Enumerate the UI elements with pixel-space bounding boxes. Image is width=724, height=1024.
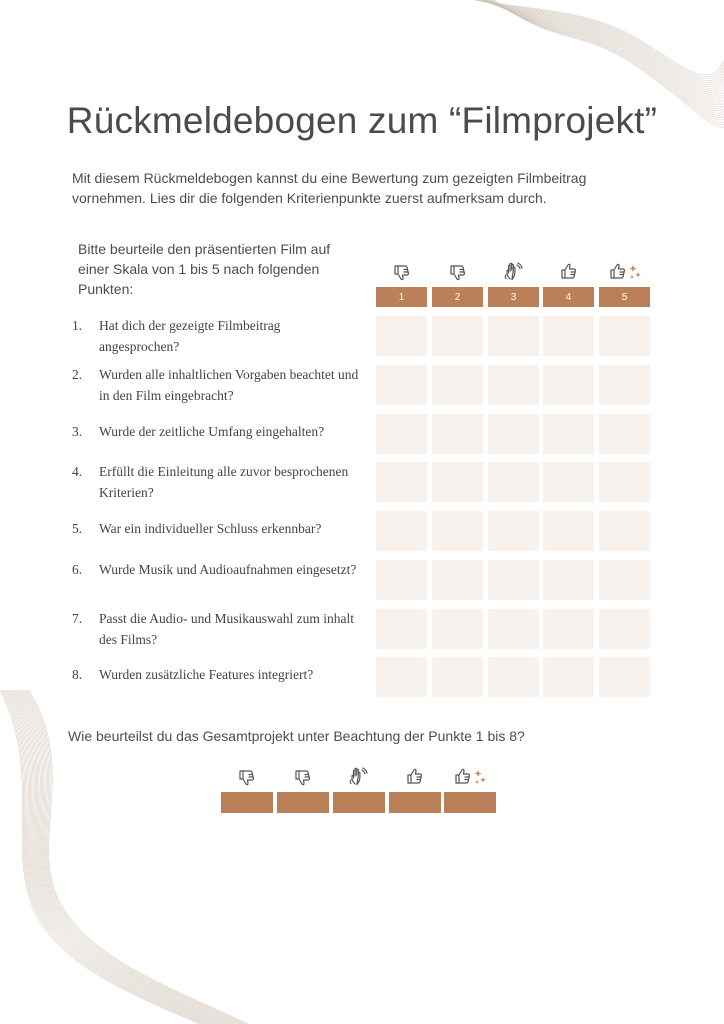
rating-cell-q3-2[interactable] bbox=[432, 414, 483, 454]
overall-rating-box-5[interactable] bbox=[444, 792, 496, 813]
question-text: Wurde der zeitliche Umfang eingehalten? bbox=[99, 424, 325, 439]
question-number: 4. bbox=[72, 464, 83, 479]
scale-header-3: 3 bbox=[488, 287, 539, 307]
overall-rating-box-4[interactable] bbox=[389, 792, 441, 813]
question-number: 1. bbox=[72, 318, 83, 333]
rating-cell-q8-4[interactable] bbox=[543, 657, 594, 697]
rating-cell-q4-1[interactable] bbox=[376, 462, 427, 502]
thumbs-up-icon bbox=[549, 259, 589, 285]
intro-text: Mit diesem Rückmeldebogen kannst du eine Bewertung zum gezeigten Filmbeitrag vornehmen. Lies dir die folgenden Kriterienpunkte zuerst aufmerksam durch. bbox=[72, 170, 587, 206]
waving-hand-icon bbox=[339, 764, 379, 790]
rating-cell-q3-4[interactable] bbox=[543, 414, 594, 454]
scale-header-5: 5 bbox=[599, 287, 650, 307]
scale-header-2: 2 bbox=[432, 287, 483, 307]
question-text: War ein individueller Schluss erkennbar? bbox=[99, 521, 322, 536]
rating-cell-q4-4[interactable] bbox=[543, 462, 594, 502]
rating-cell-q6-4[interactable] bbox=[543, 560, 594, 600]
rating-cell-q8-2[interactable] bbox=[432, 657, 483, 697]
rating-cell-q5-5[interactable] bbox=[599, 511, 650, 551]
overall-rating-box-1[interactable] bbox=[221, 792, 273, 813]
rating-cell-q6-5[interactable] bbox=[599, 560, 650, 600]
rating-cell-q3-3[interactable] bbox=[488, 414, 539, 454]
question-text: Passt die Audio- und Musikauswahl zum inhalt des Films? bbox=[99, 611, 354, 647]
rating-cell-q4-2[interactable] bbox=[432, 462, 483, 502]
rating-cell-q1-5[interactable] bbox=[599, 316, 650, 356]
page-title: Rückmeldebogen zum “Filmprojekt” bbox=[66, 100, 658, 141]
rating-cell-q7-2[interactable] bbox=[432, 609, 483, 649]
question-text: Wurden zusätzliche Features integriert? bbox=[99, 667, 314, 682]
rating-cell-q2-1[interactable] bbox=[376, 365, 427, 405]
thumbs-down-icon bbox=[227, 764, 267, 790]
rating-cell-q6-3[interactable] bbox=[488, 560, 539, 600]
overall-rating-box-2[interactable] bbox=[277, 792, 329, 813]
question-number: 5. bbox=[72, 521, 83, 536]
question-item bbox=[72, 665, 362, 707]
rating-cell-q2-3[interactable] bbox=[488, 365, 539, 405]
question-number: 2. bbox=[72, 367, 83, 382]
question-item bbox=[72, 519, 362, 561]
rating-cell-q3-1[interactable] bbox=[376, 414, 427, 454]
rating-cell-q2-5[interactable] bbox=[599, 365, 650, 405]
rating-cell-q6-1[interactable] bbox=[376, 560, 427, 600]
question-item bbox=[72, 609, 362, 651]
overall-question: Wie beurteilst du das Gesamtprojekt unter Beachtung der Punkte 1 bis 8? bbox=[68, 728, 525, 744]
question-item bbox=[72, 316, 362, 358]
thumbs-up-sparkle-icon bbox=[603, 259, 647, 285]
rating-cell-q8-3[interactable] bbox=[488, 657, 539, 697]
question-number: 8. bbox=[72, 667, 83, 682]
rating-cell-q5-2[interactable] bbox=[432, 511, 483, 551]
rating-cell-q7-1[interactable] bbox=[376, 609, 427, 649]
rating-cell-q4-5[interactable] bbox=[599, 462, 650, 502]
thumbs-up-icon bbox=[395, 764, 435, 790]
question-number: 6. bbox=[72, 562, 83, 577]
rating-cell-q1-1[interactable] bbox=[376, 316, 427, 356]
question-text: Wurden alle inhaltlichen Vorgaben beachtet und in den Film eingebracht? bbox=[99, 367, 359, 403]
rating-cell-q1-4[interactable] bbox=[543, 316, 594, 356]
scale-header-1: 1 bbox=[376, 287, 427, 307]
rating-cell-q1-2[interactable] bbox=[432, 316, 483, 356]
rating-cell-q7-5[interactable] bbox=[599, 609, 650, 649]
rating-cell-q7-3[interactable] bbox=[488, 609, 539, 649]
question-text: Erfüllt die Einleitung alle zuvor besprochenen Kriterien? bbox=[99, 464, 349, 500]
waving-hand-icon bbox=[494, 259, 534, 285]
question-item bbox=[72, 560, 362, 602]
question-item bbox=[72, 422, 362, 464]
question-number: 3. bbox=[72, 424, 83, 439]
rating-cell-q5-3[interactable] bbox=[488, 511, 539, 551]
rating-cell-q2-4[interactable] bbox=[543, 365, 594, 405]
rating-cell-q1-3[interactable] bbox=[488, 316, 539, 356]
question-text: Wurde Musik und Audioaufnahmen eingesetzt? bbox=[99, 562, 357, 577]
rating-cell-q7-4[interactable] bbox=[543, 609, 594, 649]
rating-cell-q2-2[interactable] bbox=[432, 365, 483, 405]
thumbs-up-sparkle-icon bbox=[448, 764, 492, 790]
rating-cell-q3-5[interactable] bbox=[599, 414, 650, 454]
rating-instruction: Bitte beurteile den präsentierten Film auf einer Skala von 1 bis 5 nach folgenden Punkten: bbox=[78, 241, 331, 297]
rating-cell-q6-2[interactable] bbox=[432, 560, 483, 600]
rating-cell-q4-3[interactable] bbox=[488, 462, 539, 502]
overall-rating-box-3[interactable] bbox=[333, 792, 385, 813]
thumbs-down-icon bbox=[382, 259, 422, 285]
question-item bbox=[72, 365, 362, 407]
thumbs-down-icon bbox=[438, 259, 478, 285]
question-item bbox=[72, 462, 362, 504]
thumbs-down-icon bbox=[283, 764, 323, 790]
scale-header-4: 4 bbox=[543, 287, 594, 307]
rating-cell-q5-1[interactable] bbox=[376, 511, 427, 551]
rating-cell-q8-1[interactable] bbox=[376, 657, 427, 697]
rating-cell-q8-5[interactable] bbox=[599, 657, 650, 697]
question-number: 7. bbox=[72, 611, 83, 626]
rating-cell-q5-4[interactable] bbox=[543, 511, 594, 551]
question-text: Hat dich der gezeigte Filmbeitrag angesprochen? bbox=[99, 318, 281, 354]
